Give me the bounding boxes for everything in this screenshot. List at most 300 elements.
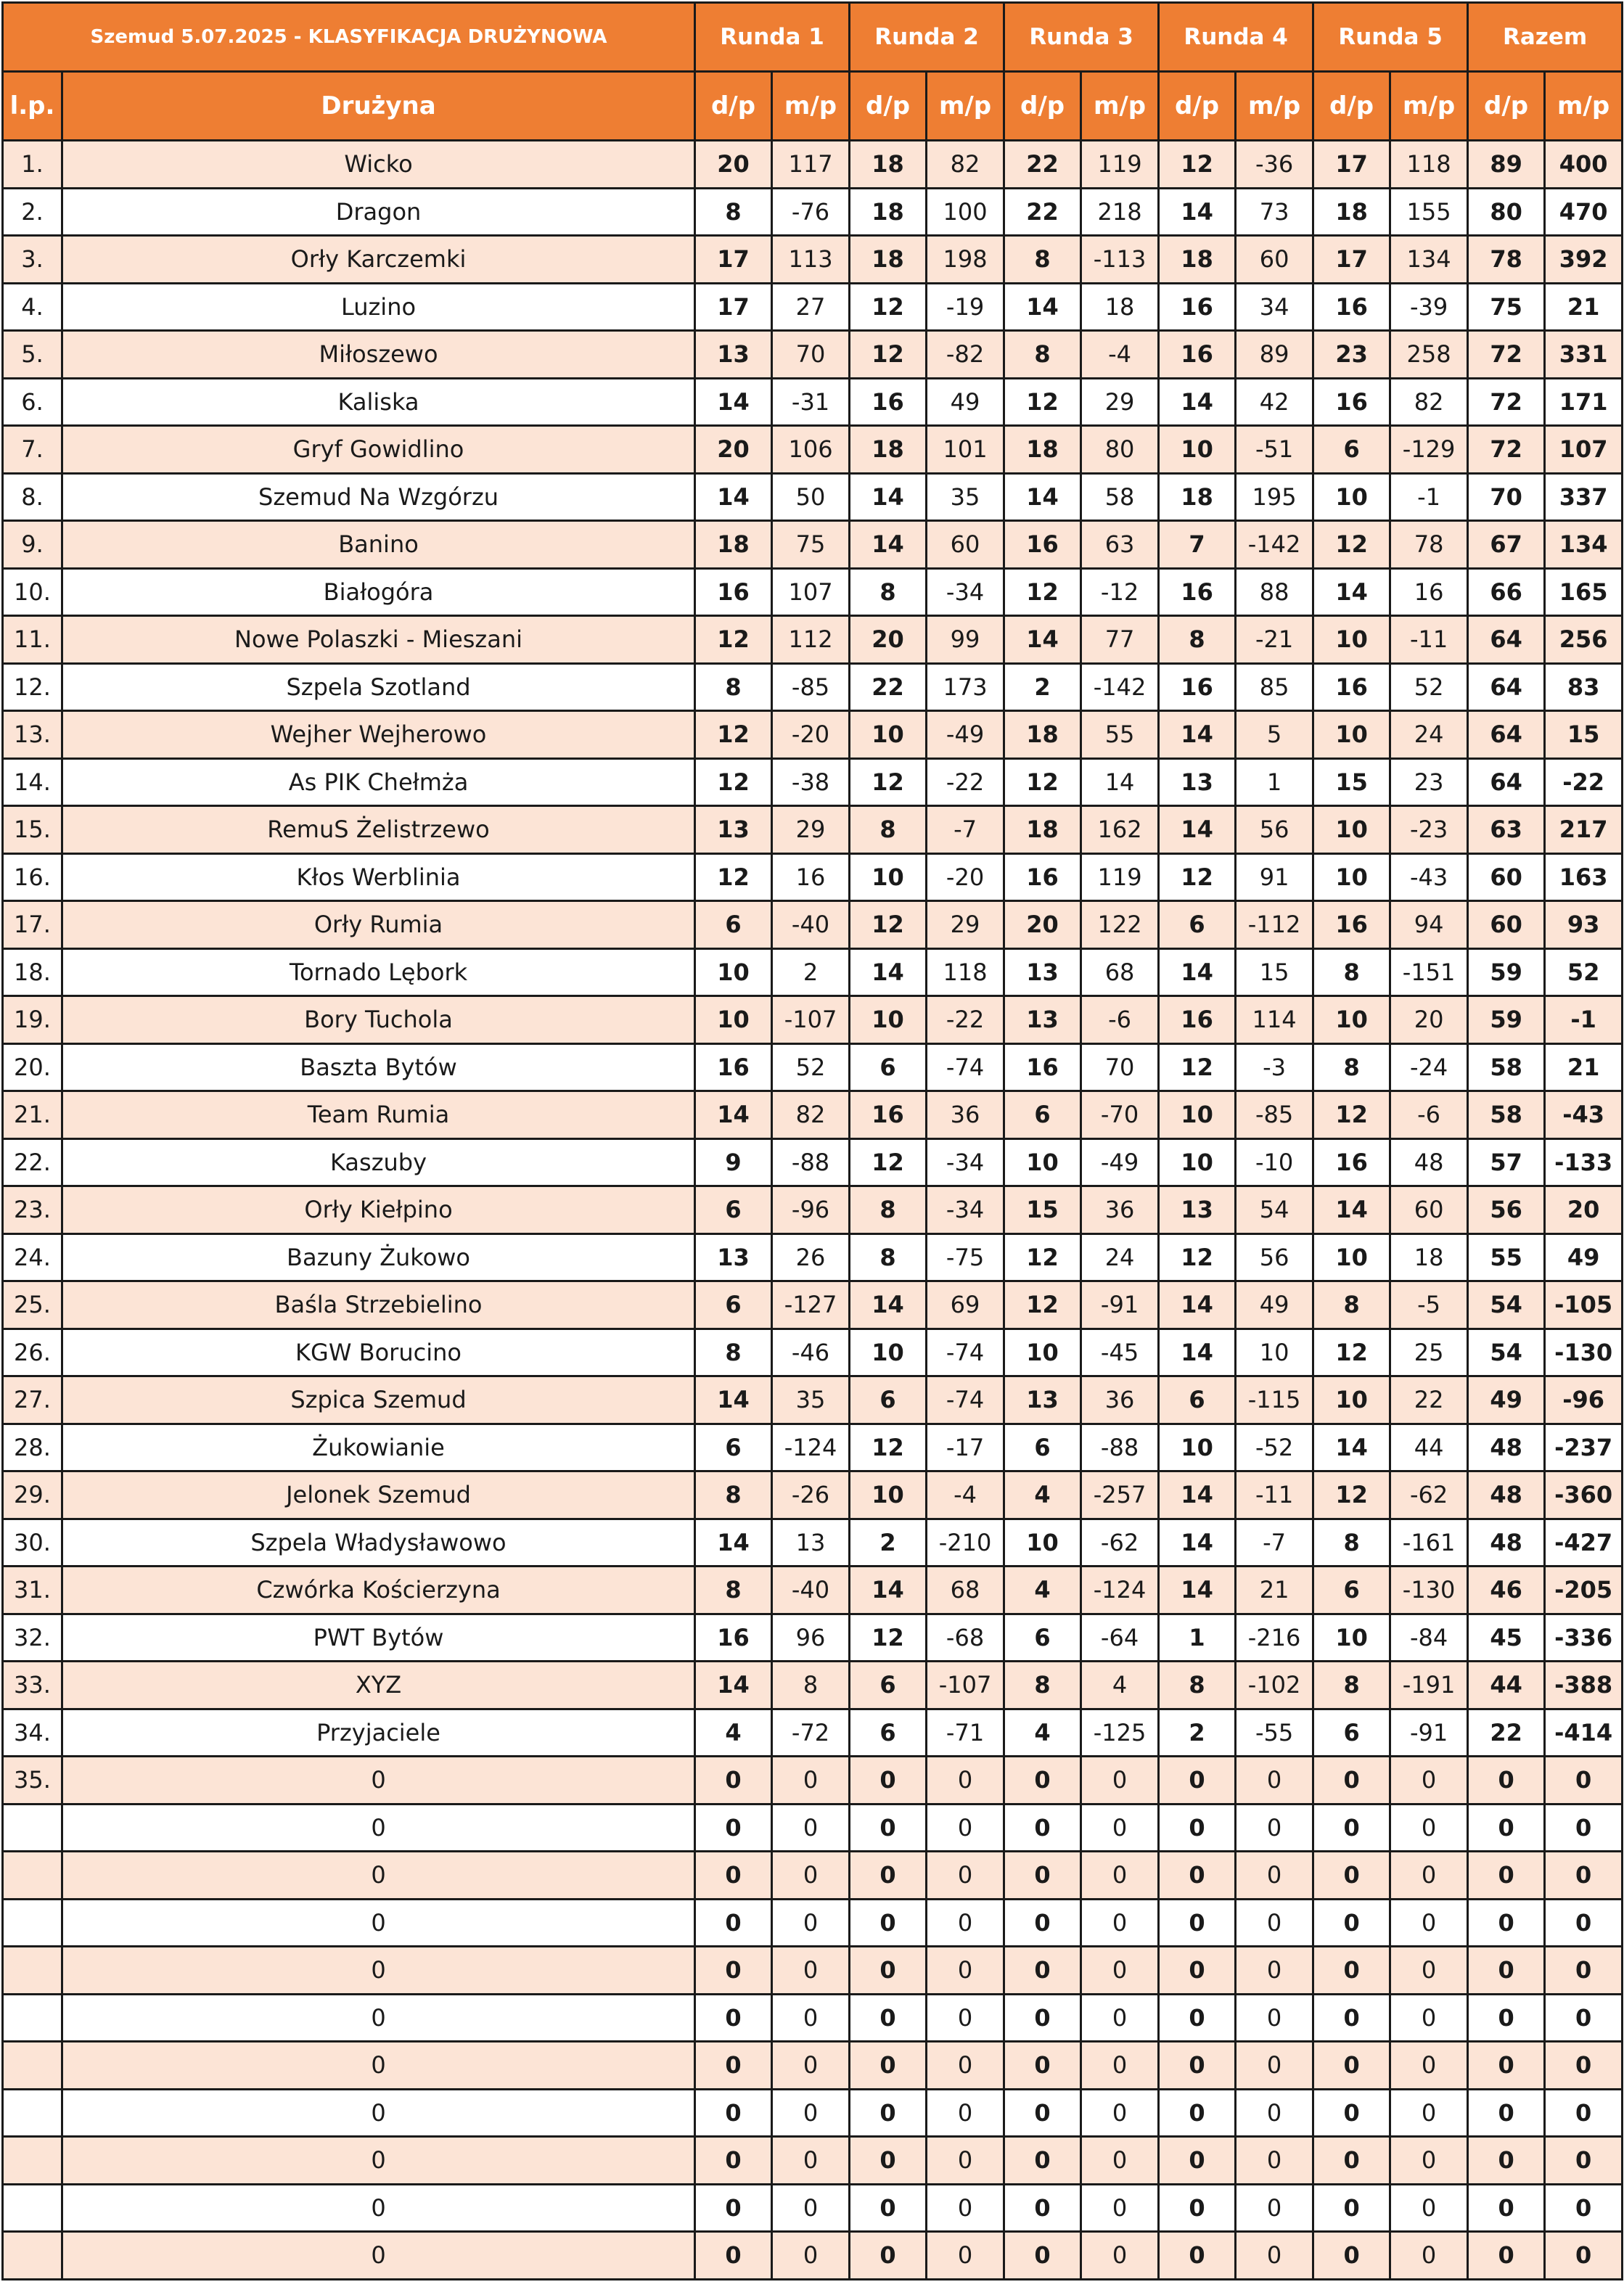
round-4-mp-cell: 88 bbox=[1236, 568, 1313, 616]
round-5-dp-cell: 16 bbox=[1313, 378, 1390, 426]
round-1-mp-cell: 27 bbox=[772, 283, 850, 331]
row-position: 5. bbox=[3, 331, 62, 379]
round-4-dp-cell: 12 bbox=[1159, 1233, 1236, 1281]
round-2-dp-cell: 8 bbox=[850, 1233, 927, 1281]
round-3-dp-cell: 14 bbox=[1004, 616, 1081, 664]
round-3-mp-cell: -62 bbox=[1081, 1519, 1159, 1567]
round-5-dp-cell: 0 bbox=[1313, 2184, 1390, 2232]
round-5-dp-cell: 14 bbox=[1313, 568, 1390, 616]
round-2-mp-cell: -74 bbox=[927, 1376, 1004, 1424]
round-5-dp-cell: 6 bbox=[1313, 1567, 1390, 1614]
round-1-mp-cell: -107 bbox=[772, 996, 850, 1044]
round-2-mp-cell: -74 bbox=[927, 1329, 1004, 1376]
total-dp-cell: 45 bbox=[1468, 1614, 1545, 1662]
round-4-mp-cell: 0 bbox=[1236, 2137, 1313, 2185]
row-team-name: 0 bbox=[62, 2232, 695, 2280]
round-4-mp-cell: 114 bbox=[1236, 996, 1313, 1044]
round-2-mp-cell: -7 bbox=[927, 806, 1004, 854]
round-4-mp-cell: 195 bbox=[1236, 473, 1313, 521]
round-5-dp-cell: 0 bbox=[1313, 1852, 1390, 1900]
round-2-mp-cell: 0 bbox=[927, 1947, 1004, 1995]
round-4-dp-cell: 14 bbox=[1159, 711, 1236, 759]
round-5-mp-cell: 0 bbox=[1390, 2089, 1468, 2137]
team-standings-table bbox=[1, 1, 1623, 2280]
round-1-mp-cell: 2 bbox=[772, 948, 850, 996]
total-mp-cell: 21 bbox=[1545, 1043, 1623, 1091]
round-1-dp-cell: 17 bbox=[695, 236, 772, 284]
round-3-dp-cell: 16 bbox=[1004, 1043, 1081, 1091]
round-4-mp-cell: -51 bbox=[1236, 426, 1313, 474]
round-4-mp-cell: 34 bbox=[1236, 283, 1313, 331]
round-3-mp-cell: 0 bbox=[1081, 1852, 1159, 1900]
round-4-dp-cell: 14 bbox=[1159, 188, 1236, 236]
round-1-dp-cell: 16 bbox=[695, 568, 772, 616]
round-4-mp-cell: -142 bbox=[1236, 521, 1313, 569]
round-3-mp-cell: -12 bbox=[1081, 568, 1159, 616]
round-5-dp-cell: 10 bbox=[1313, 1233, 1390, 1281]
round-5-dp-cell: 14 bbox=[1313, 1424, 1390, 1471]
round-2-mp-cell: 0 bbox=[927, 2137, 1004, 2185]
round-2-mp-cell: -210 bbox=[927, 1519, 1004, 1567]
total-mp-cell: 0 bbox=[1545, 1757, 1623, 1805]
round-2-dp-cell: 16 bbox=[850, 1091, 927, 1139]
round-5-dp-cell: 10 bbox=[1313, 853, 1390, 901]
round-2-mp-cell: 0 bbox=[927, 1994, 1004, 2042]
round-4-mp-cell: 85 bbox=[1236, 663, 1313, 711]
round-4-dp-header: d/p bbox=[1159, 72, 1236, 141]
round-1-dp-cell: 12 bbox=[695, 711, 772, 759]
round-1-dp-cell: 8 bbox=[695, 188, 772, 236]
round-2-mp-cell: -22 bbox=[927, 758, 1004, 806]
total-mp-cell: 470 bbox=[1545, 188, 1623, 236]
table-row bbox=[3, 948, 1623, 996]
round-1-mp-cell: 16 bbox=[772, 853, 850, 901]
round-3-mp-cell: 218 bbox=[1081, 188, 1159, 236]
round-5-mp-cell: 23 bbox=[1390, 758, 1468, 806]
table-row bbox=[3, 1043, 1623, 1091]
total-mp-cell: 331 bbox=[1545, 331, 1623, 379]
round-4-mp-cell: 0 bbox=[1236, 2042, 1313, 2090]
total-mp-cell: 134 bbox=[1545, 521, 1623, 569]
total-mp-cell: 93 bbox=[1545, 901, 1623, 949]
total-mp-cell: -414 bbox=[1545, 1709, 1623, 1757]
row-team-name: Orły Kiełpino bbox=[62, 1186, 695, 1234]
row-team-name: Kaszuby bbox=[62, 1138, 695, 1186]
total-dp-cell: 59 bbox=[1468, 948, 1545, 996]
total-mp-cell: -336 bbox=[1545, 1614, 1623, 1662]
round-5-dp-cell: 23 bbox=[1313, 331, 1390, 379]
round-4-header: Runda 4 bbox=[1159, 3, 1313, 72]
table-row bbox=[3, 1852, 1623, 1900]
round-2-dp-cell: 12 bbox=[850, 1424, 927, 1471]
round-5-dp-cell: 0 bbox=[1313, 2137, 1390, 2185]
round-4-mp-cell: 0 bbox=[1236, 1852, 1313, 1900]
total-mp-cell: -105 bbox=[1545, 1281, 1623, 1329]
round-2-dp-cell: 0 bbox=[850, 2184, 927, 2232]
table-row bbox=[3, 663, 1623, 711]
round-3-mp-cell: 80 bbox=[1081, 426, 1159, 474]
round-5-dp-cell: 10 bbox=[1313, 996, 1390, 1044]
total-header: Razem bbox=[1468, 3, 1623, 72]
total-mp-cell: 400 bbox=[1545, 141, 1623, 189]
round-1-dp-cell: 14 bbox=[695, 1519, 772, 1567]
round-1-mp-cell: 35 bbox=[772, 1376, 850, 1424]
round-2-dp-cell: 6 bbox=[850, 1709, 927, 1757]
round-1-mp-cell: 26 bbox=[772, 1233, 850, 1281]
round-5-mp-cell: -62 bbox=[1390, 1471, 1468, 1519]
round-3-mp-cell: 0 bbox=[1081, 1899, 1159, 1947]
table-row bbox=[3, 1471, 1623, 1519]
round-3-mp-cell: -125 bbox=[1081, 1709, 1159, 1757]
row-position: 2. bbox=[3, 188, 62, 236]
round-2-dp-cell: 14 bbox=[850, 1281, 927, 1329]
round-4-dp-cell: 16 bbox=[1159, 331, 1236, 379]
round-2-dp-cell: 0 bbox=[850, 1757, 927, 1805]
round-1-dp-cell: 0 bbox=[695, 1994, 772, 2042]
round-4-mp-cell: 0 bbox=[1236, 1757, 1313, 1805]
round-5-dp-cell: 0 bbox=[1313, 1994, 1390, 2042]
row-position: 7. bbox=[3, 426, 62, 474]
round-2-dp-header: d/p bbox=[850, 72, 927, 141]
round-4-dp-cell: 10 bbox=[1159, 1424, 1236, 1471]
round-2-mp-cell: 118 bbox=[927, 948, 1004, 996]
round-3-mp-cell: 122 bbox=[1081, 901, 1159, 949]
row-team-name: Kłos Werblinia bbox=[62, 853, 695, 901]
round-3-mp-cell: 63 bbox=[1081, 521, 1159, 569]
round-3-mp-cell: -257 bbox=[1081, 1471, 1159, 1519]
round-4-mp-cell: 0 bbox=[1236, 2232, 1313, 2280]
round-4-dp-cell: 10 bbox=[1159, 426, 1236, 474]
round-1-dp-cell: 16 bbox=[695, 1614, 772, 1662]
round-2-mp-cell: -4 bbox=[927, 1471, 1004, 1519]
round-4-mp-cell: -102 bbox=[1236, 1662, 1313, 1709]
round-5-mp-cell: 118 bbox=[1390, 141, 1468, 189]
round-5-dp-cell: 12 bbox=[1313, 521, 1390, 569]
round-2-mp-cell: 69 bbox=[927, 1281, 1004, 1329]
round-3-dp-cell: 0 bbox=[1004, 2184, 1081, 2232]
total-mp-cell: 83 bbox=[1545, 663, 1623, 711]
table-row bbox=[3, 616, 1623, 664]
round-4-mp-cell: -115 bbox=[1236, 1376, 1313, 1424]
round-4-dp-cell: 10 bbox=[1159, 1091, 1236, 1139]
row-team-name: Dragon bbox=[62, 188, 695, 236]
round-5-mp-cell: -43 bbox=[1390, 853, 1468, 901]
round-2-mp-cell: -34 bbox=[927, 568, 1004, 616]
total-dp-cell: 0 bbox=[1468, 2184, 1545, 2232]
round-4-dp-cell: 13 bbox=[1159, 758, 1236, 806]
round-2-dp-cell: 6 bbox=[850, 1376, 927, 1424]
round-2-mp-cell: 100 bbox=[927, 188, 1004, 236]
round-1-mp-cell: -88 bbox=[772, 1138, 850, 1186]
row-position: 12. bbox=[3, 663, 62, 711]
round-2-mp-cell: 0 bbox=[927, 1804, 1004, 1852]
round-3-dp-cell: 12 bbox=[1004, 1281, 1081, 1329]
round-5-dp-cell: 0 bbox=[1313, 1899, 1390, 1947]
round-3-dp-cell: 13 bbox=[1004, 996, 1081, 1044]
table-row bbox=[3, 806, 1623, 854]
round-3-dp-cell: 0 bbox=[1004, 1757, 1081, 1805]
round-1-mp-cell: 13 bbox=[772, 1519, 850, 1567]
round-1-mp-cell: -85 bbox=[772, 663, 850, 711]
table-row bbox=[3, 996, 1623, 1044]
round-5-dp-cell: 8 bbox=[1313, 1281, 1390, 1329]
round-3-mp-cell: 4 bbox=[1081, 1662, 1159, 1709]
round-2-dp-cell: 0 bbox=[850, 1852, 927, 1900]
round-3-mp-cell: -6 bbox=[1081, 996, 1159, 1044]
row-team-name: Szpela Szotland bbox=[62, 663, 695, 711]
round-2-dp-cell: 12 bbox=[850, 1614, 927, 1662]
round-5-mp-cell: 25 bbox=[1390, 1329, 1468, 1376]
round-2-mp-cell: 0 bbox=[927, 2232, 1004, 2280]
row-position: 32. bbox=[3, 1614, 62, 1662]
row-position: 16. bbox=[3, 853, 62, 901]
total-dp-cell: 0 bbox=[1468, 1757, 1545, 1805]
round-1-dp-cell: 0 bbox=[695, 2137, 772, 2185]
round-1-mp-cell: 0 bbox=[772, 1899, 850, 1947]
row-team-name: Szemud Na Wzgórzu bbox=[62, 473, 695, 521]
table-row bbox=[3, 758, 1623, 806]
round-3-dp-cell: 12 bbox=[1004, 568, 1081, 616]
total-mp-header: m/p bbox=[1545, 72, 1623, 141]
total-mp-cell: -205 bbox=[1545, 1567, 1623, 1614]
round-4-dp-cell: 0 bbox=[1159, 1899, 1236, 1947]
total-mp-cell: -427 bbox=[1545, 1519, 1623, 1567]
round-3-header: Runda 3 bbox=[1004, 3, 1159, 72]
round-5-mp-cell: -11 bbox=[1390, 616, 1468, 664]
row-team-name: Szpela Władysławowo bbox=[62, 1519, 695, 1567]
round-5-dp-cell: 10 bbox=[1313, 473, 1390, 521]
round-3-mp-cell: 119 bbox=[1081, 853, 1159, 901]
round-1-mp-cell: 8 bbox=[772, 1662, 850, 1709]
row-team-name: 0 bbox=[62, 1899, 695, 1947]
row-position: 6. bbox=[3, 378, 62, 426]
table-row bbox=[3, 1662, 1623, 1709]
round-2-mp-cell: 49 bbox=[927, 378, 1004, 426]
round-3-dp-cell: 16 bbox=[1004, 853, 1081, 901]
round-3-dp-cell: 0 bbox=[1004, 2232, 1081, 2280]
round-2-dp-cell: 14 bbox=[850, 1567, 927, 1614]
row-team-name: 0 bbox=[62, 1757, 695, 1805]
round-2-dp-cell: 18 bbox=[850, 141, 927, 189]
round-3-mp-cell: -4 bbox=[1081, 331, 1159, 379]
round-2-mp-cell: 99 bbox=[927, 616, 1004, 664]
round-5-dp-cell: 12 bbox=[1313, 1091, 1390, 1139]
table-row bbox=[3, 1614, 1623, 1662]
round-1-dp-cell: 0 bbox=[695, 2184, 772, 2232]
round-5-mp-cell: -24 bbox=[1390, 1043, 1468, 1091]
round-3-dp-cell: 12 bbox=[1004, 758, 1081, 806]
total-dp-cell: 78 bbox=[1468, 236, 1545, 284]
total-dp-cell: 57 bbox=[1468, 1138, 1545, 1186]
round-1-dp-cell: 0 bbox=[695, 1757, 772, 1805]
round-2-dp-cell: 18 bbox=[850, 188, 927, 236]
round-3-dp-cell: 0 bbox=[1004, 1899, 1081, 1947]
round-5-dp-cell: 17 bbox=[1313, 236, 1390, 284]
round-5-dp-cell: 12 bbox=[1313, 1329, 1390, 1376]
row-position bbox=[3, 1804, 62, 1852]
round-2-dp-cell: 10 bbox=[850, 996, 927, 1044]
total-mp-cell: 256 bbox=[1545, 616, 1623, 664]
table-body bbox=[3, 141, 1623, 2280]
round-5-mp-cell: 0 bbox=[1390, 2184, 1468, 2232]
row-position: 3. bbox=[3, 236, 62, 284]
table-row bbox=[3, 1757, 1623, 1805]
table-row bbox=[3, 1567, 1623, 1614]
round-1-dp-cell: 0 bbox=[695, 2089, 772, 2137]
table-row bbox=[3, 1233, 1623, 1281]
total-mp-cell: 0 bbox=[1545, 2137, 1623, 2185]
row-position: 1. bbox=[3, 141, 62, 189]
round-1-dp-cell: 4 bbox=[695, 1709, 772, 1757]
lp-column-header: l.p. bbox=[3, 72, 62, 141]
row-team-name: 0 bbox=[62, 1994, 695, 2042]
round-2-mp-cell: -34 bbox=[927, 1186, 1004, 1234]
total-mp-cell: 0 bbox=[1545, 1852, 1623, 1900]
round-1-dp-cell: 14 bbox=[695, 1662, 772, 1709]
table-row bbox=[3, 283, 1623, 331]
round-4-mp-cell: 0 bbox=[1236, 2089, 1313, 2137]
row-team-name: 0 bbox=[62, 1852, 695, 1900]
round-1-mp-cell: -76 bbox=[772, 188, 850, 236]
round-4-dp-cell: 14 bbox=[1159, 1567, 1236, 1614]
round-1-mp-cell: 0 bbox=[772, 1947, 850, 1995]
table-row bbox=[3, 378, 1623, 426]
round-1-dp-header: d/p bbox=[695, 72, 772, 141]
row-team-name: Miłoszewo bbox=[62, 331, 695, 379]
round-4-mp-cell: 91 bbox=[1236, 853, 1313, 901]
round-4-dp-cell: 0 bbox=[1159, 1947, 1236, 1995]
table-row bbox=[3, 331, 1623, 379]
round-1-dp-cell: 8 bbox=[695, 1329, 772, 1376]
row-position: 17. bbox=[3, 901, 62, 949]
round-1-dp-cell: 0 bbox=[695, 1804, 772, 1852]
table-row bbox=[3, 2184, 1623, 2232]
round-2-dp-cell: 12 bbox=[850, 758, 927, 806]
round-2-mp-cell: 60 bbox=[927, 521, 1004, 569]
row-team-name: Gryf Gowidlino bbox=[62, 426, 695, 474]
round-3-mp-cell: 14 bbox=[1081, 758, 1159, 806]
round-3-dp-cell: 20 bbox=[1004, 901, 1081, 949]
round-1-dp-cell: 12 bbox=[695, 616, 772, 664]
round-2-mp-cell: 0 bbox=[927, 2089, 1004, 2137]
round-2-dp-cell: 8 bbox=[850, 806, 927, 854]
round-3-mp-cell: -113 bbox=[1081, 236, 1159, 284]
total-dp-cell: 44 bbox=[1468, 1662, 1545, 1709]
round-1-dp-cell: 8 bbox=[695, 663, 772, 711]
round-2-dp-cell: 0 bbox=[850, 2137, 927, 2185]
round-1-header: Runda 1 bbox=[695, 3, 850, 72]
total-dp-cell: 0 bbox=[1468, 1804, 1545, 1852]
row-position bbox=[3, 2232, 62, 2280]
round-3-dp-cell: 10 bbox=[1004, 1329, 1081, 1376]
round-3-mp-cell: 36 bbox=[1081, 1376, 1159, 1424]
round-5-dp-cell: 10 bbox=[1313, 711, 1390, 759]
round-2-dp-cell: 18 bbox=[850, 426, 927, 474]
round-2-dp-cell: 6 bbox=[850, 1662, 927, 1709]
round-5-mp-cell: 52 bbox=[1390, 663, 1468, 711]
total-dp-cell: 0 bbox=[1468, 1852, 1545, 1900]
round-2-mp-cell: -34 bbox=[927, 1138, 1004, 1186]
round-5-dp-cell: 17 bbox=[1313, 141, 1390, 189]
round-1-dp-cell: 20 bbox=[695, 426, 772, 474]
round-3-dp-cell: 22 bbox=[1004, 188, 1081, 236]
total-dp-cell: 67 bbox=[1468, 521, 1545, 569]
round-3-mp-cell: -49 bbox=[1081, 1138, 1159, 1186]
round-5-mp-cell: 18 bbox=[1390, 1233, 1468, 1281]
total-mp-cell: 52 bbox=[1545, 948, 1623, 996]
round-1-dp-cell: 14 bbox=[695, 1091, 772, 1139]
round-4-dp-cell: 0 bbox=[1159, 1804, 1236, 1852]
row-position: 14. bbox=[3, 758, 62, 806]
round-3-dp-cell: 16 bbox=[1004, 521, 1081, 569]
row-position: 20. bbox=[3, 1043, 62, 1091]
total-mp-cell: -43 bbox=[1545, 1091, 1623, 1139]
round-3-dp-cell: 6 bbox=[1004, 1424, 1081, 1471]
round-5-mp-cell: -39 bbox=[1390, 283, 1468, 331]
round-5-mp-cell: -23 bbox=[1390, 806, 1468, 854]
round-1-dp-cell: 10 bbox=[695, 948, 772, 996]
round-1-dp-cell: 6 bbox=[695, 901, 772, 949]
round-5-mp-cell: -84 bbox=[1390, 1614, 1468, 1662]
total-mp-cell: 165 bbox=[1545, 568, 1623, 616]
round-5-dp-cell: 0 bbox=[1313, 1947, 1390, 1995]
round-2-header: Runda 2 bbox=[850, 3, 1004, 72]
round-5-dp-cell: 16 bbox=[1313, 901, 1390, 949]
row-position bbox=[3, 1994, 62, 2042]
round-4-mp-cell: -7 bbox=[1236, 1519, 1313, 1567]
total-dp-cell: 0 bbox=[1468, 1899, 1545, 1947]
round-3-mp-cell: 0 bbox=[1081, 2232, 1159, 2280]
round-1-mp-cell: -46 bbox=[772, 1329, 850, 1376]
round-5-dp-cell: 10 bbox=[1313, 1614, 1390, 1662]
round-3-dp-cell: 13 bbox=[1004, 948, 1081, 996]
round-3-dp-cell: 2 bbox=[1004, 663, 1081, 711]
round-1-mp-cell: -40 bbox=[772, 901, 850, 949]
round-3-mp-cell: 58 bbox=[1081, 473, 1159, 521]
round-4-dp-cell: 0 bbox=[1159, 2089, 1236, 2137]
total-mp-cell: 0 bbox=[1545, 1899, 1623, 1947]
round-1-dp-cell: 0 bbox=[695, 1852, 772, 1900]
row-team-name: Baszta Bytów bbox=[62, 1043, 695, 1091]
row-team-name: Baśla Strzebielino bbox=[62, 1281, 695, 1329]
total-dp-cell: 60 bbox=[1468, 901, 1545, 949]
round-1-dp-cell: 14 bbox=[695, 378, 772, 426]
round-3-mp-cell: -45 bbox=[1081, 1329, 1159, 1376]
table-row bbox=[3, 1091, 1623, 1139]
round-5-dp-cell: 12 bbox=[1313, 1471, 1390, 1519]
total-dp-cell: 46 bbox=[1468, 1567, 1545, 1614]
round-2-dp-cell: 6 bbox=[850, 1043, 927, 1091]
round-4-mp-cell: 21 bbox=[1236, 1567, 1313, 1614]
round-4-dp-cell: 18 bbox=[1159, 236, 1236, 284]
round-1-dp-cell: 10 bbox=[695, 996, 772, 1044]
row-team-name: Przyjaciele bbox=[62, 1709, 695, 1757]
round-2-mp-cell: -49 bbox=[927, 711, 1004, 759]
round-3-dp-cell: 0 bbox=[1004, 2089, 1081, 2137]
table-row bbox=[3, 1281, 1623, 1329]
round-1-mp-cell: 52 bbox=[772, 1043, 850, 1091]
total-dp-cell: 64 bbox=[1468, 663, 1545, 711]
row-team-name: Team Rumia bbox=[62, 1091, 695, 1139]
round-4-dp-cell: 14 bbox=[1159, 1519, 1236, 1567]
round-3-dp-header: d/p bbox=[1004, 72, 1081, 141]
table-row bbox=[3, 1138, 1623, 1186]
round-5-dp-cell: 10 bbox=[1313, 616, 1390, 664]
round-5-dp-cell: 0 bbox=[1313, 2232, 1390, 2280]
total-mp-cell: 217 bbox=[1545, 806, 1623, 854]
round-2-mp-cell: -20 bbox=[927, 853, 1004, 901]
total-mp-cell: 392 bbox=[1545, 236, 1623, 284]
